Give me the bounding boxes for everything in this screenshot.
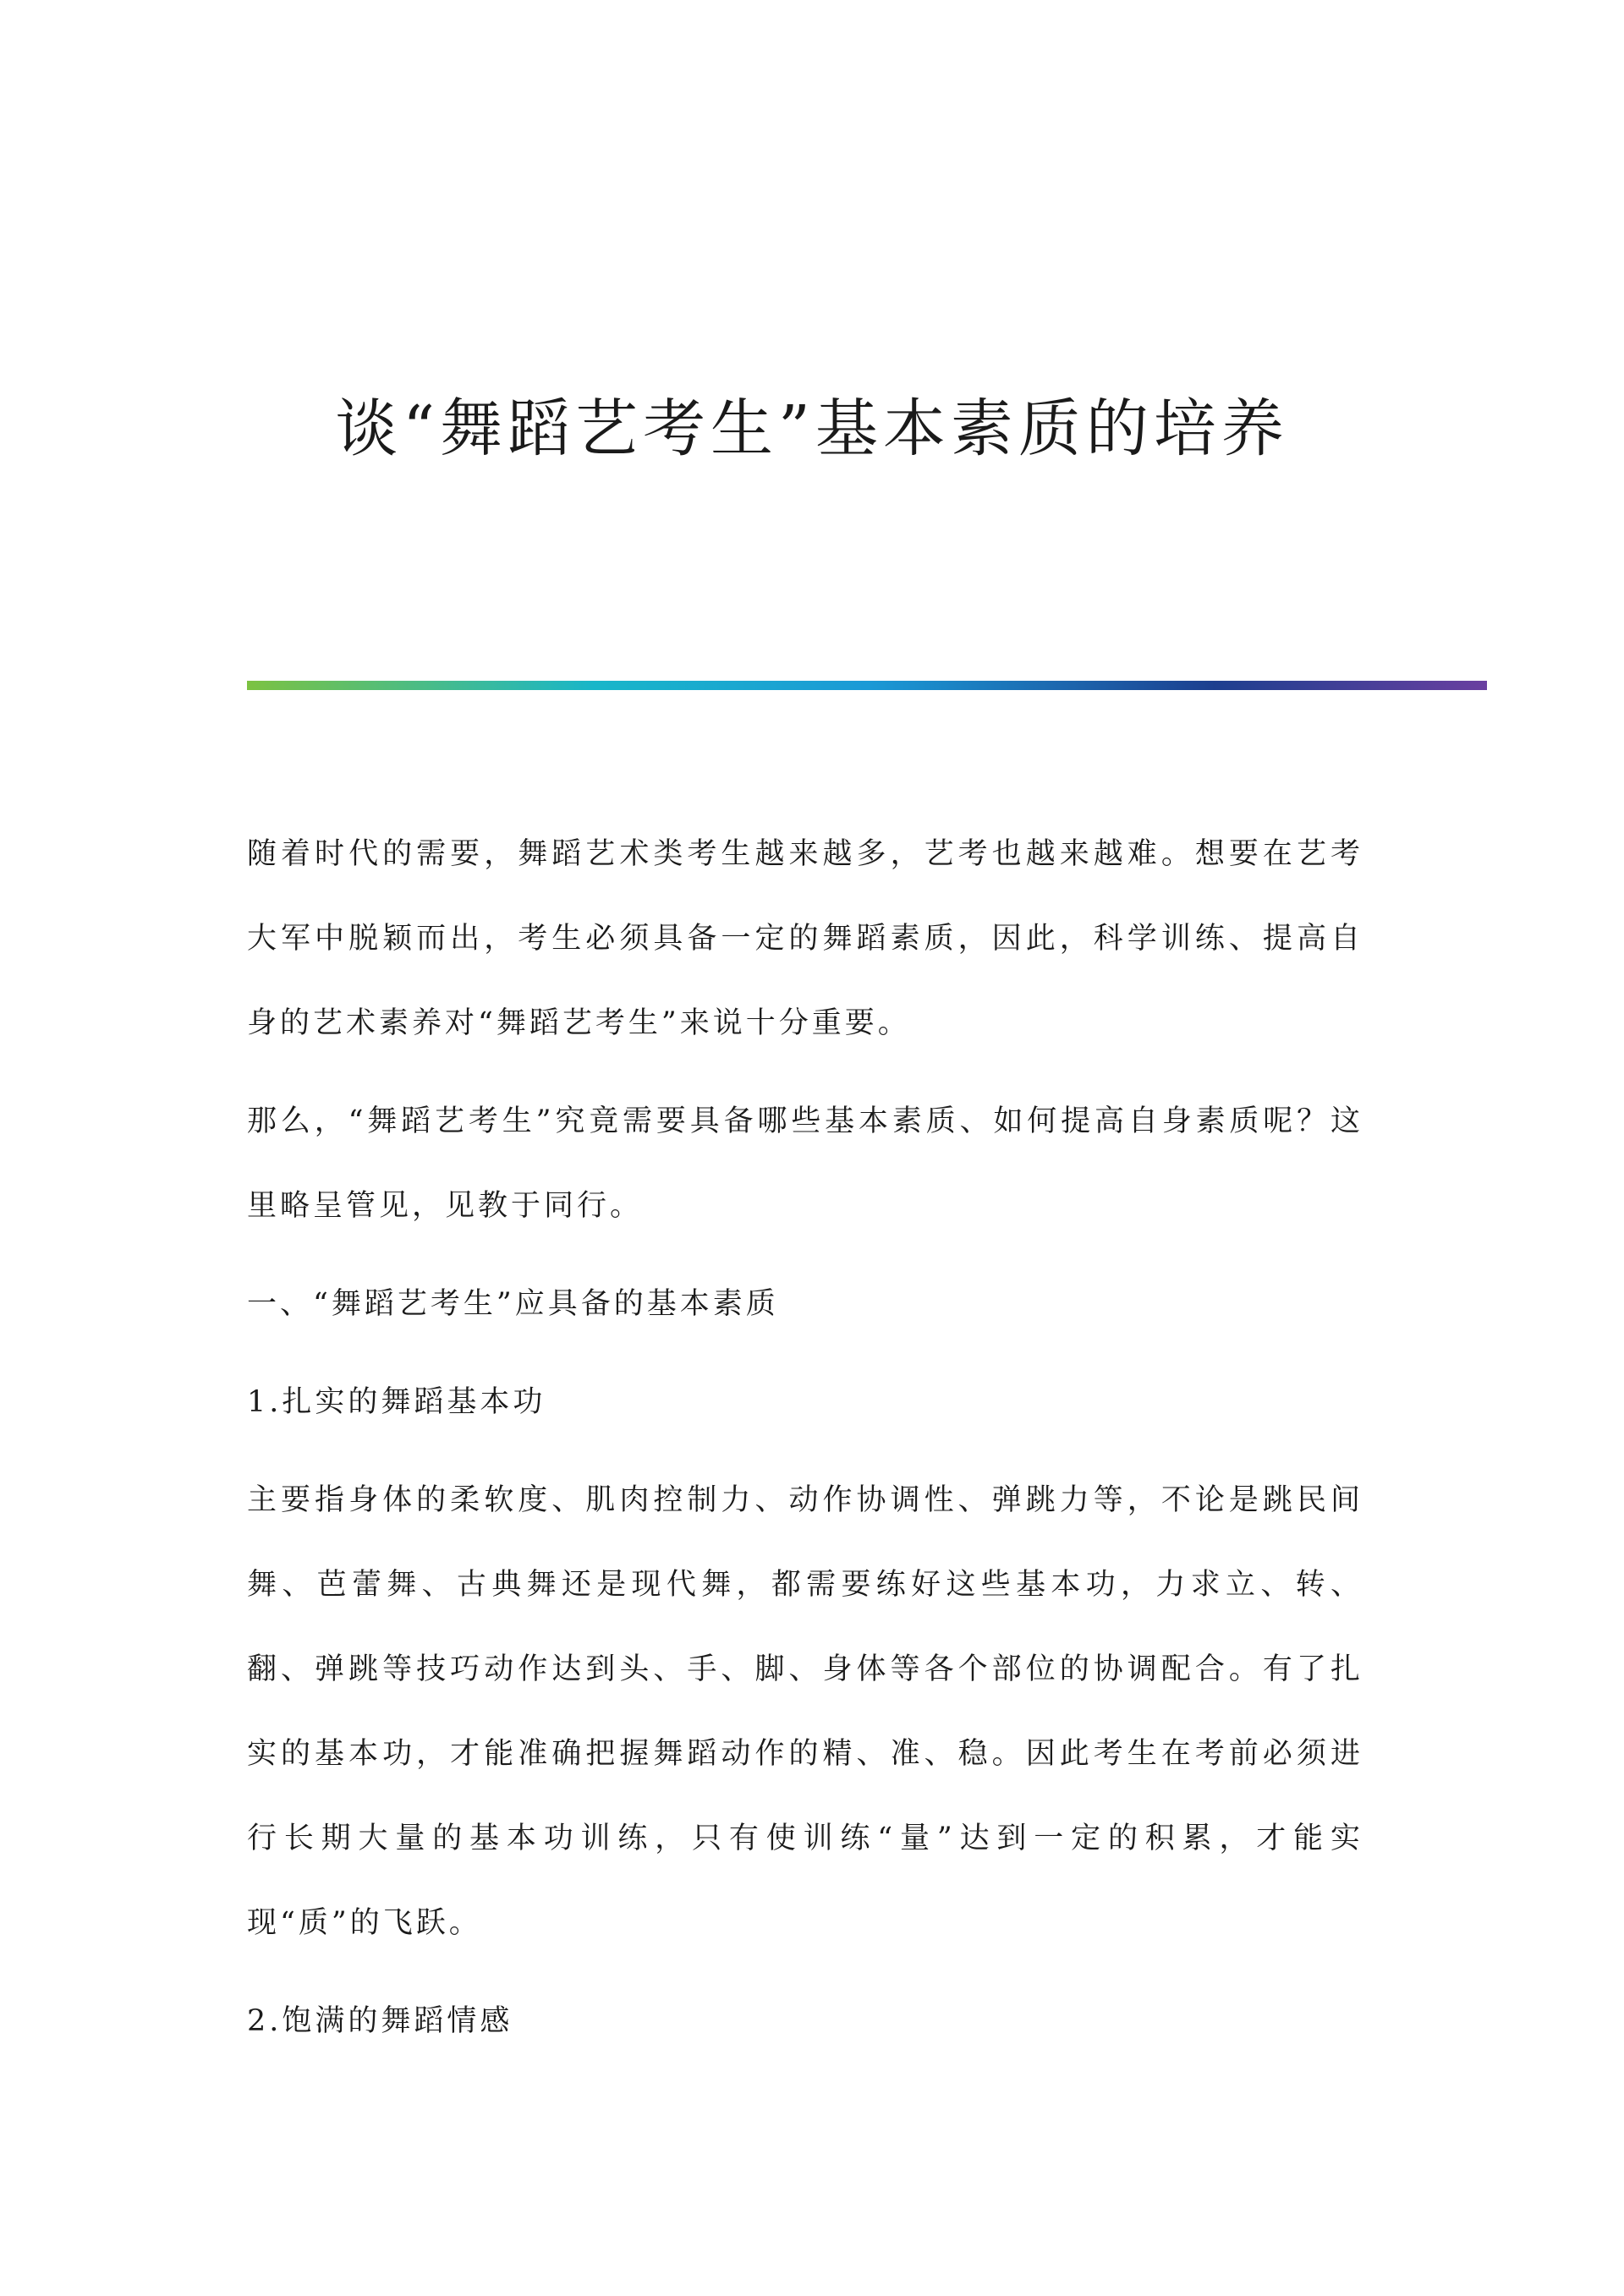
subsection-heading-2: 2.饱满的舞蹈情感 xyxy=(247,2004,513,2038)
question-paragraph: 那么，“舞蹈艺考生”究竟需要具备哪些基本素质、如何提高自身素质呢？这里略呈管见，见教于同行。 xyxy=(247,1104,1363,1223)
section-heading: 一、“舞蹈艺考生”应具备的基本素质 xyxy=(247,1287,779,1321)
body-paragraph: 主要指身体的柔软度、肌肉控制力、动作协调性、弹跳力等，不论是跳民间舞、芭蕾舞、古典舞还是现代舞，都需要练好这些基本功，力求立、转、翻、弹跳等技巧动作达到头、手、脚、身体等各个部位的协调配合。有了扎实的基本功，才能准确把握舞蹈动作的精、准、稳。因此考生在考前必须进行长期大量的基本功训练，只有使训练“量”达到一定的积累，才能实现“质”的飞跃。 xyxy=(247,1483,1363,1940)
subsection-heading-1: 1.扎实的舞蹈基本功 xyxy=(247,1385,546,1419)
document-body xyxy=(247,812,1363,2077)
document-title: 谈“舞蹈艺考生”基本素质的培养 xyxy=(335,392,1289,465)
intro-paragraph: 随着时代的需要，舞蹈艺术类考生越来越多，艺考也越来越难。想要在艺考大军中脱颖而出，考生必须具备一定的舞蹈素质，因此，科学训练、提高自身的艺术素养对“舞蹈艺考生”来说十分重要。 xyxy=(247,837,1363,1040)
title-divider xyxy=(247,681,1487,690)
